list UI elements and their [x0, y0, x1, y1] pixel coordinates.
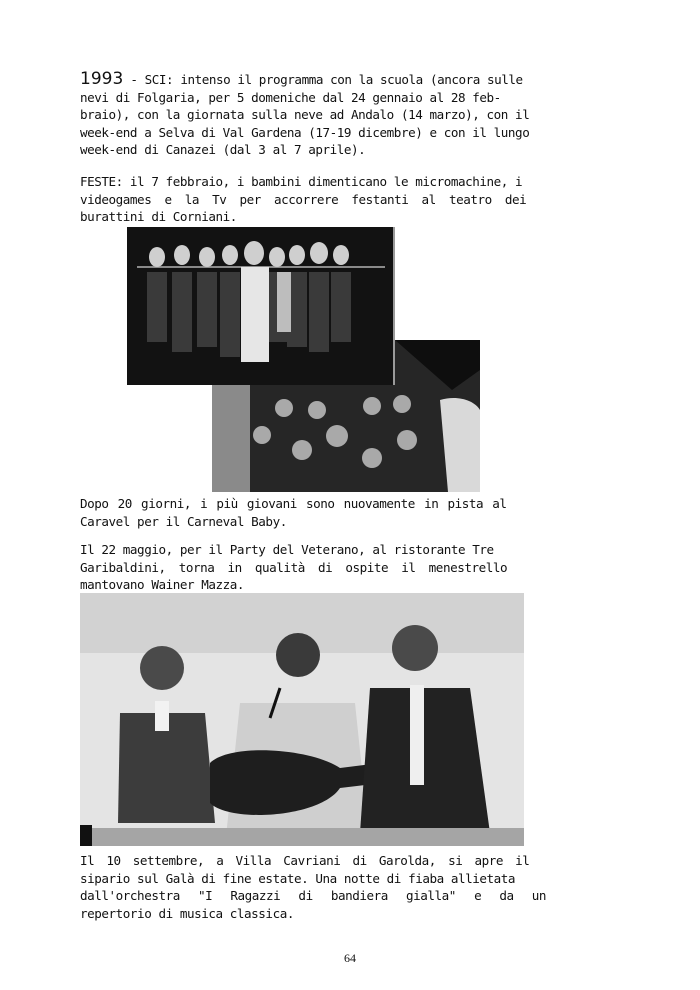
- paragraph-ski-line-1: 1993 - SCI: intenso il programma con la scuola (ancora sulle: [80, 69, 523, 89]
- paragraph-line: Garibaldini, torna in qualità di ospite il menestrello: [80, 559, 508, 575]
- puppet-theatre-photo: [127, 227, 395, 385]
- paragraph-line: dall'orchestra "I Ragazzi di bandiera gialla" e da un: [80, 888, 547, 904]
- paragraph-line: Il 10 settembre, a Villa Cavriani di Garolda, si apre il: [80, 853, 530, 868]
- paragraph-line: week-end di Canazei (dal 3 al 7 aprile).: [80, 142, 366, 158]
- minstrel-performance-photo: [80, 593, 524, 846]
- paragraph-line: nevi di Folgaria, per 5 domeniche dal 24 gennaio al 28 feb-: [80, 89, 501, 105]
- paragraph-line: Il 22 maggio, per il Party del Veterano, al ristorante Tre: [80, 542, 494, 557]
- paragraph-line: week-end a Selva di Val Gardena (17-19 dicembre) e con il lungo: [80, 124, 530, 140]
- paragraph-line: Caravel per il Carneval Baby.: [80, 513, 287, 529]
- paragraph-line: FESTE: il 7 febbraio, i bambini dimenticano le micromachine, i: [80, 174, 523, 189]
- paragraph-veterano: [80, 541, 527, 594]
- paragraph-line: sipario sul Galà di fine estate. Una notte di fiaba allietata: [80, 870, 516, 886]
- year-heading: 1993: [80, 69, 124, 89]
- paragraph-gala: [80, 852, 547, 922]
- paragraph-line: Dopo 20 giorni, i più giovani sono nuovamente in pista al: [80, 496, 507, 511]
- paragraph-line: burattini di Corniani.: [80, 209, 237, 225]
- paragraph-ski: [80, 69, 530, 159]
- page-number: 64: [344, 951, 356, 965]
- paragraph-line: repertorio di musica classica.: [80, 905, 294, 921]
- paragraph-line: braio), con la giornata sulla neve ad Andalo (14 marzo), con il: [80, 107, 530, 123]
- paragraph-line: videogames e la Tv per accorrere festanti al teatro dei: [80, 191, 527, 207]
- performers-illustration: [80, 593, 524, 846]
- paragraph-line: mantovano Wainer Mazza.: [80, 577, 245, 593]
- paragraph-carneval: [80, 495, 527, 530]
- paragraph-feste: [80, 173, 527, 226]
- puppets-illustration: [127, 227, 395, 385]
